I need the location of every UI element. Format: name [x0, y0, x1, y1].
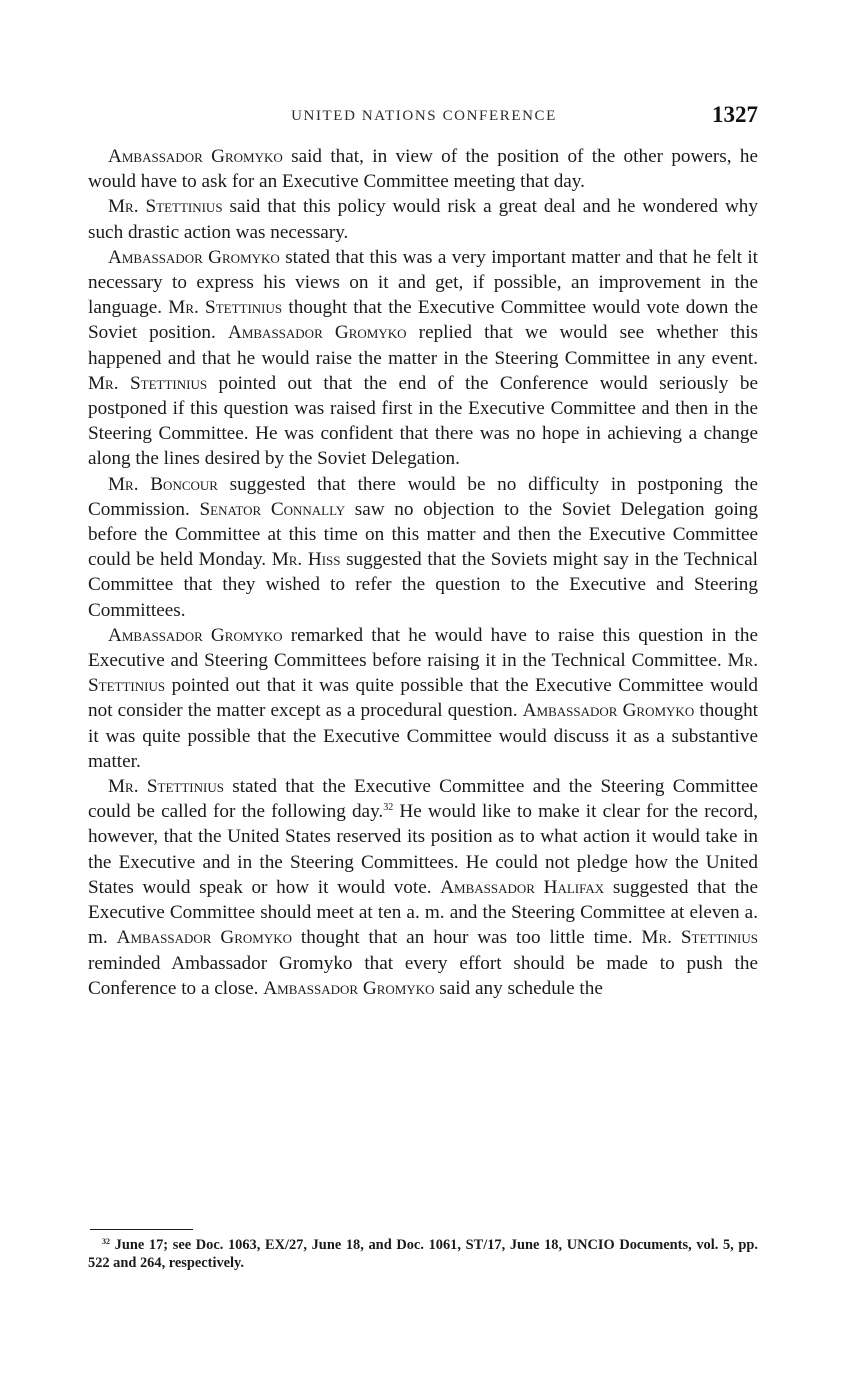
paragraph	[88, 144, 758, 194]
speaker-name: Mr. Stettinius	[641, 927, 758, 949]
paragraph-text: saw no objection to the Soviet Delegation going before the Committee at this time on this matter and then the Executive Committee could be held Monday.	[88, 498, 758, 571]
paragraph	[88, 245, 758, 472]
paragraph-text: thought that the Executive Committee would vote down the Soviet position.	[88, 297, 759, 344]
footnote-text: June 17; see Doc. 1063, EX/27, June 18, and Doc. 1061, ST/17, June 18, UNCIO Documents, vol. 5, pp. 522 and 264, respectively.	[88, 1237, 758, 1271]
speaker-name: Ambassador Gromyko	[108, 624, 283, 646]
body-text	[88, 144, 758, 1001]
paragraph-text: said that, in view of the position of the other powers, he would have to ask for an Executive Committee meeting that day.	[88, 146, 758, 193]
footnote-rule	[90, 1229, 193, 1230]
paragraph-text: stated that this was a very important matter and that he felt it necessary to express his views on it and get, if possible, an improvement in the language.	[88, 246, 758, 319]
speaker-name: Mr. Stettinius	[108, 776, 224, 798]
footnote	[88, 1236, 758, 1272]
speaker-name: Mr. Hiss	[271, 549, 341, 571]
paragraph-text: pointed out that the end of the Conference would seriously be postponed if this question was raised first in the Executive Committee and then in the Steering Committee. He was confident that there was no hope in achieving a change along the lines desired by the Soviet Delegation.	[88, 372, 758, 470]
speaker-name: Mr. Stettinius	[168, 297, 283, 319]
speaker-name: Ambassador Gromyko	[116, 927, 292, 949]
footnote-ref: 32	[383, 802, 394, 814]
speaker-name: Ambassador Halifax	[440, 876, 605, 898]
speaker-name: Mr. Boncour	[108, 473, 218, 495]
paragraph-text: He would like to make it clear for the record, however, that the United States reserved its position as to what action it would take in the Executive and in the Steering Committees. He could not pledge how the United States would speak or how it would vote.	[88, 801, 758, 898]
paragraph	[88, 623, 758, 774]
running-title: UNITED NATIONS CONFERENCE	[291, 108, 557, 124]
paragraph-text: said that this policy would risk a great deal and he wondered why such drastic action was necessary.	[88, 196, 758, 243]
footnote-marker: 32	[102, 1237, 110, 1246]
speaker-name: Mr. Stettinius	[88, 650, 758, 697]
speaker-name: Senator Connally	[199, 498, 346, 520]
paragraph-text: replied that we would see whether this happened and that he would raise the matter in the Steering Committee in any event.	[88, 322, 758, 369]
paragraph-text: pointed out that it was quite possible that the Executive Committee would not consider the matter except as a procedural question.	[88, 675, 758, 722]
paragraph-text: stated that the Executive Committee and the Steering Committee could be called for the following day.	[88, 776, 758, 823]
paragraph-text: thought it was quite possible that the Executive Committee would discuss it as a substantive matter.	[88, 700, 758, 772]
speaker-name: Ambassador Gromyko	[522, 700, 695, 722]
speaker-name: Ambassador Gromyko	[227, 322, 407, 344]
paragraph-text: reminded Ambassador Gromyko that every effort should be made to push the Conference to a close.	[88, 952, 758, 999]
paragraph-text: remarked that he would have to raise this question in the Executive and Steering Committees before raising it in the Technical Committee.	[88, 624, 758, 672]
speaker-name: Mr. Stettinius	[108, 196, 223, 218]
speaker-name: Mr. Stettinius	[88, 372, 208, 394]
paragraph-text: said any schedule the	[434, 977, 603, 999]
paragraph-text: suggested that the Executive Committee should meet at ten a. m. and the Steering Committee at eleven a. m.	[88, 876, 759, 949]
paragraph	[88, 774, 758, 1001]
speaker-name: Ambassador Gromyko	[263, 977, 435, 999]
paragraph-text: thought that an hour was too little time.	[292, 927, 642, 949]
paragraph	[88, 472, 758, 623]
paragraph	[88, 194, 758, 244]
running-head	[90, 102, 758, 132]
speaker-name: Ambassador Gromyko	[108, 246, 280, 268]
page-number: 1327	[712, 102, 758, 127]
speaker-name: Ambassador Gromyko	[108, 146, 283, 167]
paragraph-text: suggested that there would be no difficulty in postponing the Commission.	[88, 473, 758, 520]
paragraph-text: suggested that the Soviets might say in the Technical Committee that they wished to refer the question to the Executive and Steering Committees.	[88, 549, 758, 621]
